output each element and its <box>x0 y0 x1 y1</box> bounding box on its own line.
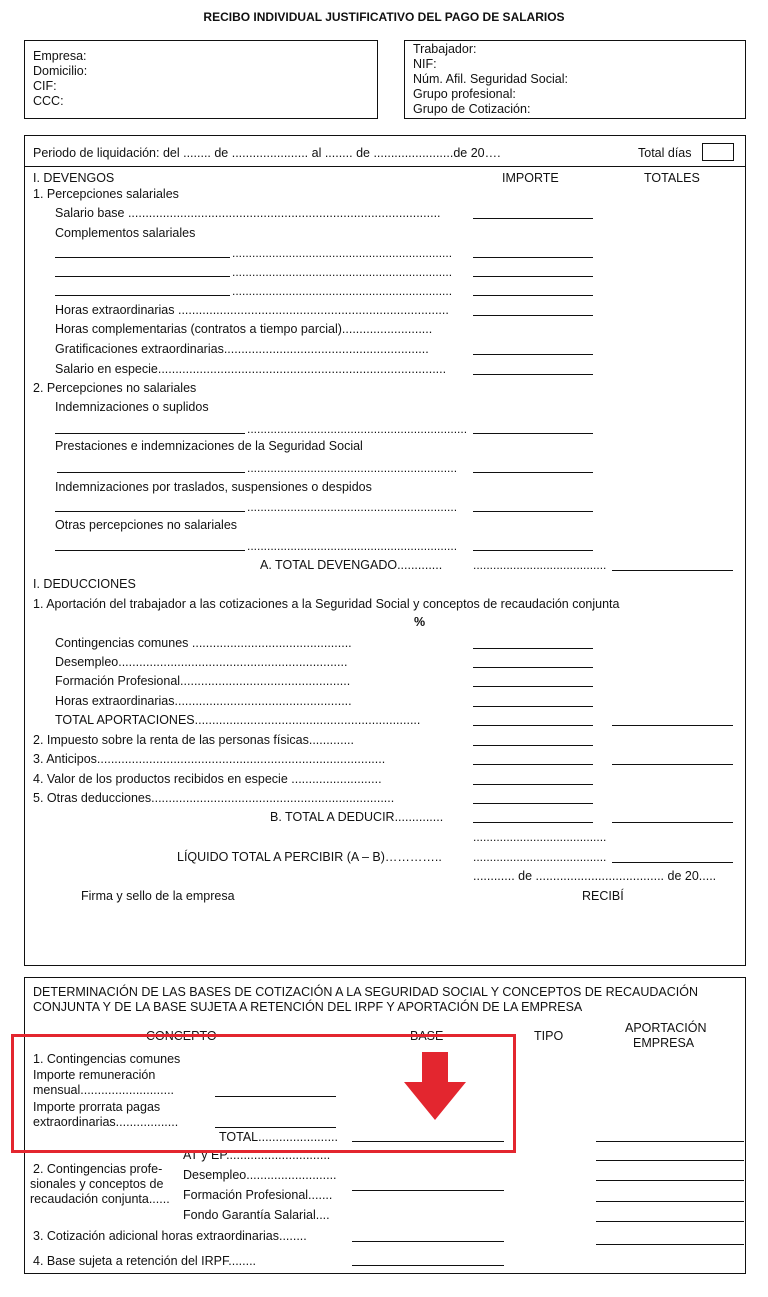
valor-productos-especie: 4. Valor de los productos recibidos en especie .......................... <box>33 772 382 786</box>
devengos-header: I. DEVENGOS <box>33 171 115 185</box>
cif-label: CIF: <box>33 79 57 93</box>
dots-line: ........................................ <box>473 830 607 844</box>
deducciones-header: I. DEDUCCIONES <box>33 577 136 591</box>
contingencias-comunes: Contingencias comunes .............................................. <box>55 636 352 650</box>
percepciones-salariales: 1. Percepciones salariales <box>33 187 179 201</box>
liquido-dots: ........................................ <box>473 850 607 864</box>
indemnizaciones-traslados: Indemnizaciones por traslados, suspensiones o despidos <box>55 480 372 494</box>
trabajador-label: Trabajador: <box>413 42 477 56</box>
salario-en-especie: Salario en especie................................................................................... <box>55 362 447 376</box>
percepciones-no-salariales: 2. Percepciones no salariales <box>33 381 197 395</box>
nif-label: NIF: <box>413 57 437 71</box>
contingencias-profesionales-2: sionales y conceptos de <box>30 1177 164 1191</box>
desempleo-base: Desempleo.......................... <box>183 1168 337 1182</box>
importe-remuneracion-1: Importe remuneración <box>33 1068 156 1082</box>
concepto-header: CONCEPTO <box>146 1029 217 1043</box>
total-aportaciones: TOTAL APORTACIONES................................................................. <box>55 713 421 727</box>
grupo-profesional-label: Grupo profesional: <box>413 87 516 101</box>
totales-header: TOTALES <box>644 171 700 185</box>
prestaciones-seguridad-social: Prestaciones e indemnizaciones de la Seguridad Social <box>55 439 363 453</box>
total-devengado-dots: ........................................ <box>473 558 607 572</box>
fecha-line: ............ de ..................................... de 20..... <box>473 869 717 883</box>
salario-base: Salario base .......................................................................................... <box>55 206 441 220</box>
periodo-liquidacion: Periodo de liquidación: del ........ de ...................... al ........ de .......................de 20…. <box>33 146 501 160</box>
domicilio-label: Domicilio: <box>33 64 88 78</box>
total-dias-label: Total días <box>638 146 692 160</box>
complemento-line-1: .................................................................. <box>232 246 453 260</box>
indemnizaciones-line: .................................................................. <box>247 422 468 436</box>
horas-complementarias: Horas complementarias (contratos a tiempo parcial).......................... <box>55 322 433 336</box>
recibi-label: RECIBÍ <box>582 889 624 903</box>
prorrata-1: Importe prorrata pagas <box>33 1100 161 1114</box>
otras-percepciones-line: ............................................................... <box>247 539 458 553</box>
horas-extraordinarias-ded: Horas extraordinarias................................................... <box>55 694 352 708</box>
document-title: RECIBO INDIVIDUAL JUSTIFICATIVO DEL PAGO DE SALARIOS <box>203 10 565 24</box>
percent-header: % <box>414 615 426 629</box>
total-devengado: A. TOTAL DEVENGADO............. <box>260 558 443 572</box>
importe-header: IMPORTE <box>502 171 559 185</box>
prorrata-2: extraordinarias.................. <box>33 1115 179 1129</box>
total-a-deducir: B. TOTAL A DEDUCIR.............. <box>270 810 444 824</box>
anticipos: 3. Anticipos................................................................................... <box>33 752 386 766</box>
complementos-salariales: Complementos salariales <box>55 226 196 240</box>
indemnizaciones-suplidos: Indemnizaciones o suplidos <box>55 400 209 414</box>
traslados-line: ............................................................... <box>247 500 458 514</box>
otras-deducciones: 5. Otras deducciones...................................................................... <box>33 791 395 805</box>
complemento-line-3: .................................................................. <box>232 284 453 298</box>
aportacion-header: APORTACIÓN <box>625 1021 707 1035</box>
complemento-line-2: .................................................................. <box>232 265 453 279</box>
arrow-down-icon <box>402 1052 468 1122</box>
prestaciones-line: ............................................................... <box>247 461 458 475</box>
liquido-total: LÍQUIDO TOTAL A PERCIBIR (A – B)………….. <box>177 850 442 864</box>
at-ep: AT y EP.............................. <box>183 1148 331 1162</box>
formacion-profesional: Formación Profesional................................................. <box>55 674 351 688</box>
irpf: 2. Impuesto sobre la renta de las personas físicas............. <box>33 733 354 747</box>
empresa-label: Empresa: <box>33 49 87 63</box>
gratificaciones-extraordinarias: Gratificaciones extraordinarias........................................................... <box>55 342 429 356</box>
contingencias-profesionales-3: recaudación conjunta...... <box>30 1192 170 1206</box>
contingencias-profesionales-1: 2. Contingencias profe- <box>33 1162 163 1176</box>
grupo-cotizacion-label: Grupo de Cotización: <box>413 102 531 116</box>
bases-title-line1: DETERMINACIÓN DE LAS BASES DE COTIZACIÓN A LA SEGURIDAD SOCIAL Y CONCEPTOS DE RECAUDACIÓN <box>33 985 698 999</box>
aportacion-trabajador: 1. Aportación del trabajador a las cotizaciones a la Seguridad Social y conceptos de recaudación conjunta <box>33 597 620 611</box>
ccc-label: CCC: <box>33 94 64 108</box>
num-afil-label: Núm. Afil. Seguridad Social: <box>413 72 568 86</box>
empresa-header: EMPRESA <box>633 1036 695 1050</box>
base-header: BASE <box>410 1029 444 1043</box>
horas-extraordinarias: Horas extraordinarias .............................................................................. <box>55 303 449 317</box>
bases-title-line2: CONJUNTA Y DE LA BASE SUJETA A RETENCIÓN DEL IRPF Y APORTACIÓN DE LA EMPRESA <box>33 1000 583 1014</box>
total-cc: TOTAL....................... <box>219 1130 339 1144</box>
desempleo: Desempleo.................................................................. <box>55 655 348 669</box>
formacion-profesional-base: Formación Profesional....... <box>183 1188 333 1202</box>
otras-percepciones: Otras percepciones no salariales <box>55 518 238 532</box>
fogasa-base: Fondo Garantía Salarial.... <box>183 1208 330 1222</box>
tipo-header: TIPO <box>534 1029 564 1043</box>
cc-title: 1. Contingencias comunes <box>33 1052 181 1066</box>
total-dias-box[interactable] <box>702 143 734 161</box>
firma-sello-empresa: Firma y sello de la empresa <box>81 889 235 903</box>
importe-remuneracion-2: mensual........................... <box>33 1083 175 1097</box>
base-irpf: 4. Base sujeta a retención del IRPF........ <box>33 1254 257 1268</box>
cotizacion-adicional: 3. Cotización adicional horas extraordinarias........ <box>33 1229 307 1243</box>
